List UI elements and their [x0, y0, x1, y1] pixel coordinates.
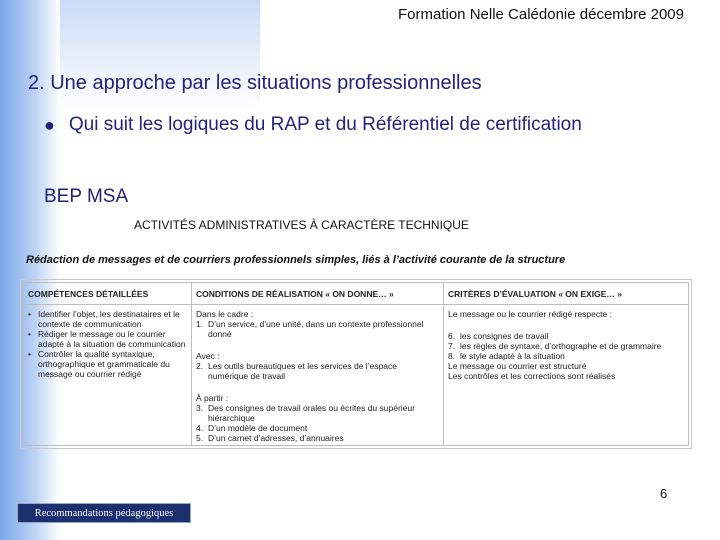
bullet-icon: •: [28, 329, 31, 339]
column-body-conditions: [192, 305, 443, 443]
condition-text: D’un modèle de document: [208, 423, 308, 433]
cadre-label: Dans le cadre :: [196, 309, 254, 319]
criteria-intro: Le message ou le courrier rédigé respecte :: [448, 309, 612, 319]
column-criteres: [444, 283, 688, 445]
column-header-competences: COMPÉTENCES DÉTAILLÉES: [24, 283, 191, 305]
condition-text: D’un service, d’une unité, dans un contexte professionnel donné: [208, 319, 424, 339]
diploma-label: BEP MSA: [44, 186, 129, 207]
item-number: 6.: [448, 331, 456, 341]
list-item: [196, 361, 439, 381]
slide-header: Formation Nelle Calédonie décembre 2009: [398, 6, 684, 23]
criteria-text: les règles de syntaxe, d’orthographe et de grammaire: [460, 341, 662, 351]
list-item: [448, 331, 684, 341]
bullet-icon: •: [28, 349, 31, 359]
column-conditions: [192, 283, 444, 445]
list-item: [196, 403, 439, 423]
bullet-icon: •: [28, 309, 31, 319]
condition-text: Des consignes de travail orales ou écrites du supérieur hiérarchique: [208, 403, 415, 423]
criteria-line: Le message ou courrier est structuré: [448, 361, 587, 371]
footer-badge: [17, 503, 191, 523]
item-number: 7.: [448, 341, 456, 351]
condition-text: Les outils bureautiques et les services de l’espace numérique de travail: [208, 361, 397, 381]
item-number: 5.: [196, 433, 204, 443]
list-item: [196, 433, 439, 443]
condition-text: D’un carnet d’adresses, d’annuaires: [208, 433, 344, 443]
criteria-text: les consignes de travail: [460, 331, 549, 341]
referential-table-inner: [23, 282, 689, 446]
bullet-dot-icon: ●: [44, 114, 55, 135]
footer-label: Recommandations pédagogiques: [34, 507, 174, 519]
criteria-text: le style adapté à la situation: [460, 351, 565, 361]
column-body-criteres: [444, 305, 688, 381]
task-title: Rédaction de messages et de courriers professionnels simples, liés à l’activité courante de la structure: [26, 254, 566, 266]
column-body-competences: [24, 305, 191, 379]
list-item: [28, 329, 187, 349]
page-number: 6: [660, 486, 668, 501]
partir-label: À partir :: [196, 393, 229, 403]
referential-table: [20, 279, 692, 449]
competence-text: Contrôler la qualité syntaxique, orthographique et grammaticale du message ou courrier rédigé: [38, 349, 170, 379]
competence-text: Rédiger le message ou le courrier adapté à la situation de communication: [38, 329, 186, 349]
list-item: [448, 351, 684, 361]
section-title: 2. Une approche par les situations professionnelles: [28, 72, 482, 94]
list-item: [28, 309, 187, 329]
avec-label: Avec :: [196, 351, 220, 361]
item-number: 1.: [196, 319, 204, 329]
list-item: [196, 319, 439, 339]
column-competences: [24, 283, 192, 445]
column-header-conditions: CONDITIONS DE RÉALISATION « ON DONNE… »: [192, 283, 443, 305]
bullet-point: [44, 114, 582, 136]
item-number: 3.: [196, 403, 204, 413]
item-number: 8.: [448, 351, 456, 361]
activity-heading: ACTIVITÉS ADMINISTRATIVES À CARACTÈRE TECHNIQUE: [134, 218, 469, 232]
list-item: [448, 341, 684, 351]
list-item: [28, 349, 187, 379]
criteria-line: Les contrôles et les corrections sont réalisés: [448, 371, 616, 381]
item-number: 4.: [196, 423, 204, 433]
bullet-text: Qui suit les logiques du RAP et du Référentiel de certification: [68, 114, 582, 135]
column-header-criteres: CRITÈRES D’ÉVALUATION « ON EXIGE… »: [444, 283, 688, 305]
item-number: 2.: [196, 361, 204, 371]
competence-text: Identifier l’objet, les destinataires et le contexte de communication: [38, 309, 180, 329]
list-item: [196, 423, 439, 433]
